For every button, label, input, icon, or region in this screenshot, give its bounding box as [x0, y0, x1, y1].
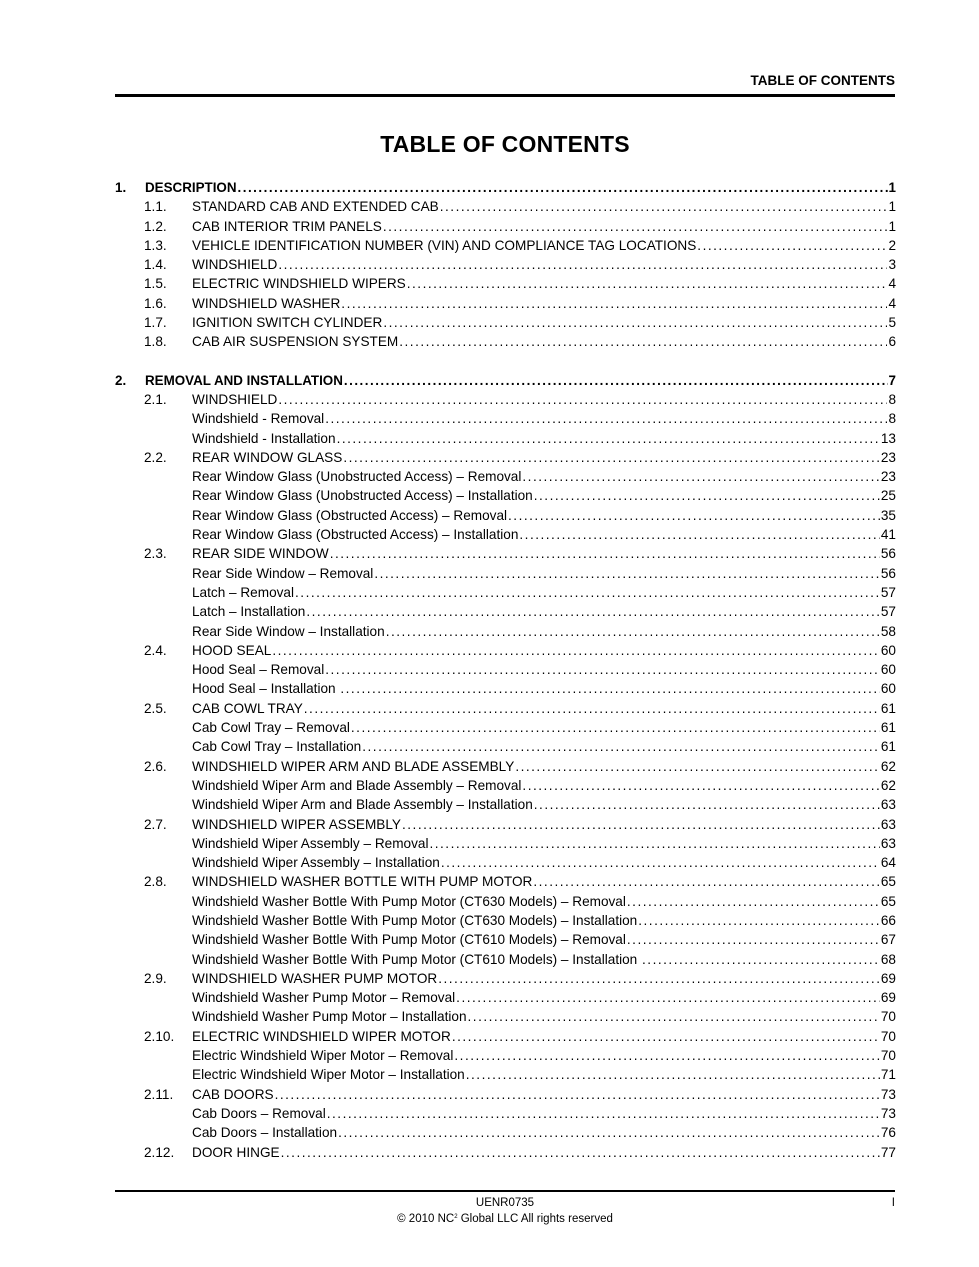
toc-entry-subsection[interactable] [115, 564, 896, 583]
toc-leader-dots [278, 390, 887, 409]
toc-title: VEHICLE IDENTIFICATION NUMBER (VIN) AND COMPLIANCE TAG LOCATIONS [192, 237, 697, 253]
toc-number: 2.8. [144, 874, 167, 890]
toc-number: 1.3. [144, 237, 167, 253]
toc-leader-dots [399, 332, 887, 351]
toc-entry-section[interactable] [115, 236, 896, 255]
toc-page-number: 63 [880, 835, 896, 851]
toc-page-number: 66 [880, 912, 896, 928]
toc-page-number: 70 [880, 1028, 896, 1044]
toc-number: 2.7. [144, 816, 167, 832]
toc-entry-subsection[interactable] [115, 660, 896, 679]
toc-number: 2.10. [144, 1028, 175, 1044]
toc-leader-dots [338, 1123, 880, 1142]
toc-title: ELECTRIC WINDSHIELD WIPERS [192, 276, 406, 292]
toc-leader-dots [429, 834, 879, 853]
toc-entry-subsection[interactable] [115, 679, 896, 698]
toc-entry-section[interactable] [115, 197, 896, 216]
toc-number: 2.6. [144, 758, 167, 774]
toc-title: Rear Side Window – Installation [192, 623, 385, 639]
toc-page-number: 56 [880, 565, 896, 581]
toc-entry-subsection[interactable] [115, 853, 896, 872]
toc-leader-dots [534, 795, 880, 814]
toc-title: Windshield Washer Bottle With Pump Motor (CT630 Models) – Removal [192, 893, 626, 909]
toc-leader-dots [438, 969, 880, 988]
toc-title: REMOVAL AND INSTALLATION [145, 372, 343, 388]
toc-number: 1.7. [144, 315, 167, 331]
toc-number: 2.4. [144, 642, 167, 658]
toc-title: HOOD SEAL [192, 642, 272, 658]
toc-leader-dots [344, 371, 888, 390]
toc-title: WINDSHIELD WASHER PUMP MOTOR [192, 970, 438, 986]
toc-title: CAB INTERIOR TRIM PANELS [192, 218, 382, 234]
toc-page-number: 56 [880, 546, 896, 562]
toc-number: 2.3. [144, 546, 167, 562]
toc-entry-subsection[interactable] [115, 1104, 896, 1123]
toc-page-number: 61 [880, 700, 896, 716]
toc-leader-dots [351, 718, 880, 737]
toc-page-number: 4 [888, 276, 896, 292]
toc-entry-section[interactable] [115, 1027, 896, 1046]
copyright-superscript: 2 [454, 1214, 458, 1220]
toc-entry-section[interactable] [115, 1085, 896, 1104]
toc-page-number: 8 [888, 391, 896, 407]
toc-page-number: 35 [880, 507, 896, 523]
toc-title: STANDARD CAB AND EXTENDED CAB [192, 199, 439, 215]
toc-title: Rear Side Window – Removal [192, 565, 374, 581]
toc-leader-dots [642, 950, 880, 969]
toc-number: 1.4. [144, 257, 167, 273]
toc-title: Electric Windshield Wiper Motor – Installation [192, 1067, 465, 1083]
toc-number: 1.6. [144, 295, 167, 311]
toc-entry-subsection[interactable] [115, 525, 896, 544]
toc-page-number: 69 [880, 990, 896, 1006]
toc-entry-subsection[interactable] [115, 429, 896, 448]
toc-title: Hood Seal – Installation [192, 681, 340, 697]
toc-title: ELECTRIC WINDSHIELD WIPER MOTOR [192, 1028, 451, 1044]
toc-entry-subsection[interactable] [115, 718, 896, 737]
footer-doc-number: UENR0735 [475, 1197, 535, 1209]
toc-number: 2.2. [144, 449, 167, 465]
toc-page-number: 62 [880, 758, 896, 774]
toc-page-number: 61 [880, 720, 896, 736]
toc-page-number: 1 [888, 180, 896, 195]
toc-leader-dots [275, 1085, 880, 1104]
toc-leader-dots [295, 583, 880, 602]
toc-leader-dots [325, 660, 880, 679]
toc-entry-section[interactable] [115, 255, 896, 274]
toc-entry-subsection[interactable] [115, 1007, 896, 1026]
toc-leader-dots [456, 988, 880, 1007]
toc-leader-dots [325, 409, 887, 428]
toc-number: 1.2. [144, 218, 167, 234]
toc-number: 2. [115, 372, 127, 388]
toc-leader-dots [383, 217, 888, 236]
toc-leader-dots [534, 486, 880, 505]
toc-entry-subsection[interactable] [115, 1065, 896, 1084]
toc-number: 2.1. [144, 391, 167, 407]
toc-title: Windshield Wiper Assembly – Installation [192, 855, 440, 871]
footer-copyright [0, 1213, 979, 1225]
toc-page-number: 4 [888, 295, 896, 311]
toc-entry-subsection[interactable] [115, 950, 896, 969]
toc-page-number: 2 [888, 237, 896, 253]
toc-title: WINDSHIELD WIPER ARM AND BLADE ASSEMBLY [192, 758, 515, 774]
toc-title: Windshield - Installation [192, 430, 336, 446]
copyright-suffix: Global LLC All rights reserved [457, 1213, 613, 1225]
toc-page-number: 65 [880, 874, 896, 890]
toc-page-number: 63 [880, 797, 896, 813]
toc-leader-dots [272, 641, 880, 660]
running-header: TABLE OF CONTENTS [750, 73, 895, 88]
header-rule [115, 94, 895, 97]
toc-entry-subsection[interactable] [115, 409, 896, 428]
toc-number: 1.5. [144, 276, 167, 292]
toc-title: Latch – Removal [192, 584, 295, 600]
toc-entry-section[interactable] [115, 313, 896, 332]
toc-entry-subsection[interactable] [115, 486, 896, 505]
toc-leader-dots [238, 178, 888, 197]
toc-number: 2.11. [144, 1086, 174, 1102]
toc-entry-subsection[interactable] [115, 506, 896, 525]
toc-leader-dots [386, 622, 880, 641]
toc-title: DOOR HINGE [192, 1144, 280, 1160]
toc-leader-dots [522, 776, 879, 795]
toc-title: Windshield Washer Bottle With Pump Motor (CT630 Models) – Installation [192, 912, 638, 928]
toc-leader-dots [374, 564, 880, 583]
toc-title: Rear Window Glass (Obstructed Access) – Installation [192, 527, 519, 543]
toc-leader-dots [519, 525, 879, 544]
toc-entry-section[interactable] [115, 274, 896, 293]
toc-section [115, 178, 896, 352]
toc-number: 2.12. [144, 1144, 175, 1160]
toc-entry-subsection[interactable] [115, 1123, 896, 1142]
toc-page-number: 60 [880, 681, 896, 697]
toc-entry-section[interactable] [115, 699, 896, 718]
toc-entry-section[interactable] [115, 217, 896, 236]
toc-page-number: 3 [888, 257, 896, 273]
toc-page-number: 57 [880, 604, 896, 620]
toc-title: Windshield Washer Bottle With Pump Motor (CT610 Models) – Installation [192, 951, 642, 967]
footer-page-number: I [891, 1197, 895, 1209]
toc-title: WINDSHIELD WIPER ASSEMBLY [192, 816, 401, 832]
toc-title: CAB DOORS [192, 1086, 274, 1102]
toc-title: Cab Cowl Tray – Removal [192, 720, 350, 736]
toc-leader-dots [440, 197, 888, 216]
toc-title: CAB COWL TRAY [192, 700, 303, 716]
toc-leader-dots [466, 1065, 880, 1084]
toc-title: Cab Cowl Tray – Installation [192, 739, 362, 755]
toc-title: Windshield Wiper Arm and Blade Assembly – Removal [192, 777, 522, 793]
toc-leader-dots [638, 911, 880, 930]
toc-title: Windshield Wiper Assembly – Removal [192, 835, 429, 851]
toc-page-number: 5 [888, 315, 896, 331]
toc-title: Cab Doors – Removal [192, 1105, 326, 1121]
toc-leader-dots [627, 930, 880, 949]
toc-title: Rear Window Glass (Unobstructed Access) – Installation [192, 488, 533, 504]
toc-page-number: 23 [880, 449, 896, 465]
toc-title: REAR SIDE WINDOW [192, 546, 329, 562]
toc-leader-dots [306, 602, 880, 621]
toc-entry-section[interactable] [115, 815, 896, 834]
toc-page-number: 60 [880, 642, 896, 658]
toc-title: Windshield Wiper Arm and Blade Assembly – Installation [192, 797, 533, 813]
toc-page-number: 60 [880, 662, 896, 678]
toc-page-number: 70 [880, 1009, 896, 1025]
toc-entry-section[interactable] [115, 1143, 896, 1162]
toc-page-number: 6 [888, 334, 896, 350]
toc-entry-subsection[interactable] [115, 1046, 896, 1065]
toc-leader-dots [508, 506, 880, 525]
footer-rule [115, 1190, 895, 1192]
toc-title: Rear Window Glass (Obstructed Access) – Removal [192, 507, 508, 523]
toc-leader-dots [337, 429, 880, 448]
toc-leader-dots [697, 236, 887, 255]
toc-leader-dots [383, 313, 887, 332]
toc-title: Electric Windshield Wiper Motor – Removal [192, 1048, 454, 1064]
page-title: TABLE OF CONTENTS [380, 131, 630, 157]
toc-title: WINDSHIELD [192, 391, 278, 407]
toc-entry-subsection[interactable] [115, 795, 896, 814]
toc-entry-section[interactable] [115, 872, 896, 891]
toc-entry-section[interactable] [115, 294, 896, 313]
toc-page-number: 73 [880, 1105, 896, 1121]
toc-page-number: 63 [880, 816, 896, 832]
toc-entry-section[interactable] [115, 544, 896, 563]
toc-leader-dots [327, 1104, 880, 1123]
toc-entry-section[interactable] [115, 757, 896, 776]
toc-title: Windshield Washer Bottle With Pump Motor (CT610 Models) – Removal [192, 932, 626, 948]
toc-title: Windshield Washer Pump Motor – Installation [192, 1009, 467, 1025]
toc-entry-chapter[interactable] [115, 178, 896, 197]
toc-entry-chapter[interactable] [115, 371, 896, 390]
toc-leader-dots [522, 467, 879, 486]
toc-entry-subsection[interactable] [115, 583, 896, 602]
toc-page-number: 68 [880, 951, 896, 967]
toc-title: DESCRIPTION [145, 180, 237, 195]
toc-section [115, 371, 896, 1162]
toc-number: 1.8. [144, 334, 167, 350]
toc-leader-dots [441, 853, 880, 872]
toc-page-number: 61 [880, 739, 896, 755]
toc-title: REAR WINDOW GLASS [192, 449, 343, 465]
toc-leader-dots [452, 1027, 880, 1046]
toc-entry-subsection[interactable] [115, 622, 896, 641]
toc-number: 2.9. [144, 970, 167, 986]
toc-page-number: 8 [888, 411, 896, 427]
toc-page-number: 1 [888, 199, 896, 215]
toc-page-number: 77 [880, 1144, 896, 1160]
toc-title: Windshield Washer Pump Motor – Removal [192, 990, 456, 1006]
toc-page-number: 13 [880, 430, 896, 446]
toc-page-number: 70 [880, 1048, 896, 1064]
toc-page-number: 69 [880, 970, 896, 986]
toc-entry-section[interactable] [115, 641, 896, 660]
toc-entry-section[interactable] [115, 448, 896, 467]
toc-page-number: 41 [880, 527, 896, 543]
toc-page-number: 71 [880, 1067, 896, 1083]
toc-title: Hood Seal – Removal [192, 662, 325, 678]
toc-leader-dots [278, 255, 887, 274]
table-of-contents [115, 178, 896, 1162]
toc-leader-dots [340, 679, 880, 698]
toc-leader-dots [454, 1046, 879, 1065]
toc-page-number: 65 [880, 893, 896, 909]
toc-page-number: 58 [880, 623, 896, 639]
toc-title: WINDSHIELD WASHER BOTTLE WITH PUMP MOTOR [192, 874, 533, 890]
toc-title: Rear Window Glass (Unobstructed Access) – Removal [192, 469, 522, 485]
toc-entry-subsection[interactable] [115, 737, 896, 756]
toc-title: WINDSHIELD [192, 257, 278, 273]
toc-entry-subsection[interactable] [115, 834, 896, 853]
toc-leader-dots [304, 699, 880, 718]
toc-title: Windshield - Removal [192, 411, 325, 427]
toc-title: Latch – Installation [192, 604, 306, 620]
toc-entry-subsection[interactable] [115, 776, 896, 795]
toc-entry-subsection[interactable] [115, 892, 896, 911]
toc-entry-subsection[interactable] [115, 911, 896, 930]
toc-leader-dots [515, 757, 880, 776]
toc-title: CAB AIR SUSPENSION SYSTEM [192, 334, 399, 350]
toc-entry-subsection[interactable] [115, 988, 896, 1007]
toc-entry-section[interactable] [115, 390, 896, 409]
toc-page-number: 64 [880, 855, 896, 871]
toc-title: Cab Doors – Installation [192, 1125, 338, 1141]
toc-page-number: 62 [880, 777, 896, 793]
copyright-prefix: © 2010 NC [397, 1213, 455, 1225]
toc-entry-section[interactable] [115, 969, 896, 988]
toc-leader-dots [341, 294, 887, 313]
toc-leader-dots [362, 737, 880, 756]
toc-number: 2.5. [144, 700, 167, 716]
toc-leader-dots [407, 274, 888, 293]
toc-page-number: 1 [888, 218, 896, 234]
toc-leader-dots [627, 892, 880, 911]
toc-entry-subsection[interactable] [115, 467, 896, 486]
toc-entry-subsection[interactable] [115, 602, 896, 621]
toc-leader-dots [402, 815, 880, 834]
toc-title: IGNITION SWITCH CYLINDER [192, 315, 383, 331]
toc-number: 1.1. [144, 199, 167, 215]
toc-leader-dots [533, 872, 880, 891]
toc-number: 1. [115, 180, 127, 195]
toc-leader-dots [343, 448, 880, 467]
toc-leader-dots [330, 544, 880, 563]
toc-title: WINDSHIELD WASHER [192, 295, 341, 311]
toc-page-number: 73 [880, 1086, 896, 1102]
toc-leader-dots [468, 1007, 880, 1026]
toc-entry-subsection[interactable] [115, 930, 896, 949]
toc-entry-section[interactable] [115, 332, 896, 351]
toc-page-number: 76 [880, 1125, 896, 1141]
toc-leader-dots [281, 1143, 880, 1162]
toc-page-number: 23 [880, 469, 896, 485]
toc-page-number: 67 [880, 932, 896, 948]
toc-page-number: 57 [880, 584, 896, 600]
toc-page-number: 7 [888, 372, 896, 388]
toc-page-number: 25 [880, 488, 896, 504]
